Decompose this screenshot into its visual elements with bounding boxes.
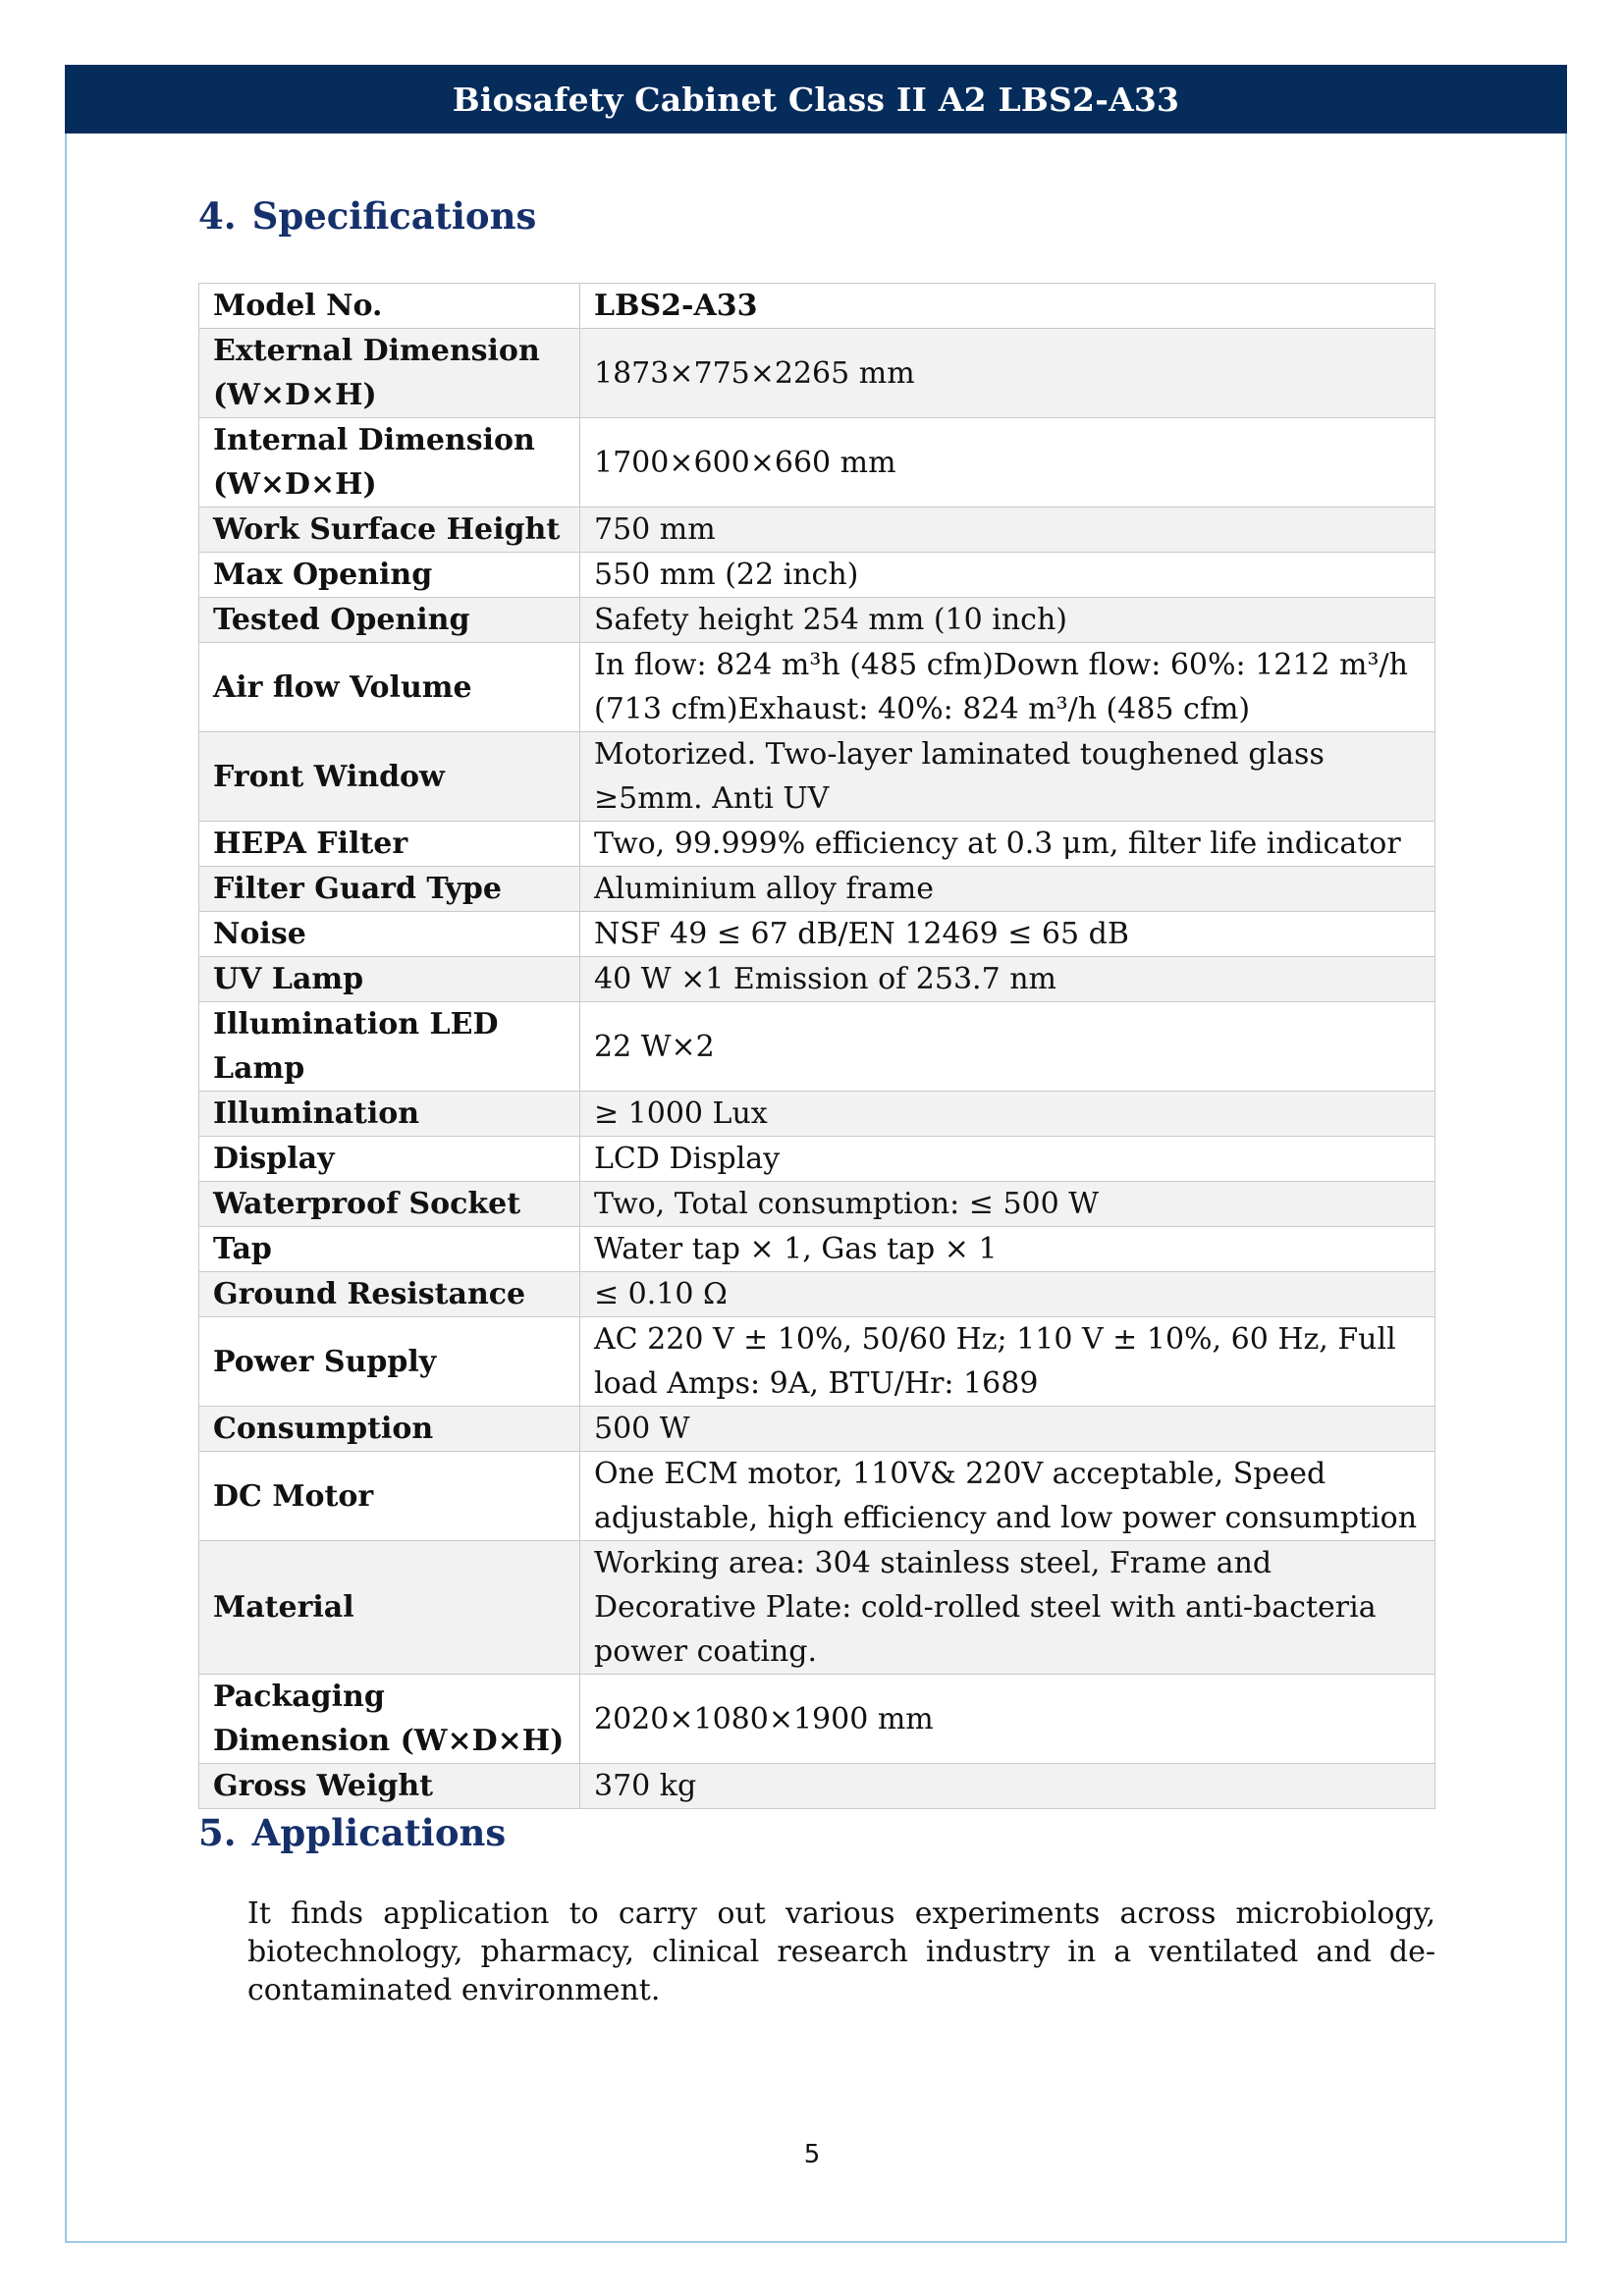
spec-value: One ECM motor, 110V& 220V acceptable, Speed adjustable, high efficiency and low power consumption [580,1452,1435,1541]
specifications-table [198,283,1435,1809]
spec-value: AC 220 V ± 10%, 50/60 Hz; 110 V ± 10%, 60 Hz, Full load Amps: 9A, BTU/Hr: 1689 [580,1317,1435,1407]
table-row [199,1137,1435,1182]
spec-key: Tested Opening [199,598,580,643]
spec-value: 750 mm [580,507,1435,553]
spec-key: Illumination [199,1092,580,1137]
spec-value: Motorized. Two-layer laminated toughened glass ≥5mm. Anti UV [580,732,1435,822]
spec-key: Internal Dimension (W×D×H) [199,418,580,507]
spec-value: 40 W ×1 Emission of 253.7 nm [580,957,1435,1002]
header-title: Biosafety Cabinet Class II A2 LBS2-A33 [452,80,1180,119]
spec-key: Material [199,1541,580,1675]
spec-key: DC Motor [199,1452,580,1541]
spec-value: Two, 99.999% efficiency at 0.3 μm, filter life indicator [580,822,1435,867]
spec-key: Power Supply [199,1317,580,1407]
spec-key: Illumination LED Lamp [199,1002,580,1092]
spec-value: Safety height 254 mm (10 inch) [580,598,1435,643]
spec-value: ≤ 0.10 Ω [580,1272,1435,1317]
spec-value: NSF 49 ≤ 67 dB/EN 12469 ≤ 65 dB [580,912,1435,957]
table-row [199,1092,1435,1137]
table-row [199,553,1435,598]
specifications-heading [198,194,536,238]
spec-key: Display [199,1137,580,1182]
table-row [199,643,1435,732]
spec-value: 500 W [580,1407,1435,1452]
spec-key: Work Surface Height [199,507,580,553]
table-row [199,1272,1435,1317]
spec-key: Air flow Volume [199,643,580,732]
spec-value: LCD Display [580,1137,1435,1182]
table-row [199,1764,1435,1809]
specifications-section-title: Specifications [251,194,537,238]
table-row [199,1452,1435,1541]
spec-key: UV Lamp [199,957,580,1002]
spec-value: Two, Total consumption: ≤ 500 W [580,1182,1435,1227]
page-number: 5 [803,2140,821,2169]
table-row [199,329,1435,418]
table-row [199,418,1435,507]
spec-key: Model No. [199,284,580,329]
spec-value: Working area: 304 stainless steel, Frame and Decorative Plate: cold-rolled steel with anti-bacteria power coating. [580,1541,1435,1675]
spec-key: Ground Resistance [199,1272,580,1317]
applications-section-title: Applications [251,1811,507,1854]
table-row [199,1002,1435,1092]
table-row [199,1317,1435,1407]
spec-key: Tap [199,1227,580,1272]
spec-value: 22 W×2 [580,1002,1435,1092]
spec-key: Packaging Dimension (W×D×H) [199,1675,580,1764]
spec-key: Waterproof Socket [199,1182,580,1227]
table-row [199,1675,1435,1764]
table-row [199,732,1435,822]
document-header [65,65,1567,133]
spec-value: 550 mm (22 inch) [580,553,1435,598]
table-row [199,284,1435,329]
spec-key: Gross Weight [199,1764,580,1809]
spec-value: Water tap × 1, Gas tap × 1 [580,1227,1435,1272]
applications-heading [198,1811,506,1854]
spec-key: Noise [199,912,580,957]
table-row [199,1182,1435,1227]
spec-key: Filter Guard Type [199,867,580,912]
table-row [199,912,1435,957]
spec-value: 1873×775×2265 mm [580,329,1435,418]
table-row [199,1227,1435,1272]
spec-key: External Dimension (W×D×H) [199,329,580,418]
table-row [199,507,1435,553]
spec-key: Max Opening [199,553,580,598]
table-row [199,598,1435,643]
table-row [199,1541,1435,1675]
spec-value: 2020×1080×1900 mm [580,1675,1435,1764]
spec-value: LBS2-A33 [580,284,1435,329]
spec-key: Consumption [199,1407,580,1452]
spec-value: In flow: 824 m³h (485 cfm)Down flow: 60%: 1212 m³/h (713 cfm)Exhaust: 40%: 824 m³/h (485 cfm) [580,643,1435,732]
spec-value: ≥ 1000 Lux [580,1092,1435,1137]
spec-value: 370 kg [580,1764,1435,1809]
spec-value: 1700×600×660 mm [580,418,1435,507]
spec-value: Aluminium alloy frame [580,867,1435,912]
applications-section-number: 5. [198,1811,237,1854]
table-row [199,1407,1435,1452]
applications-paragraph: It finds application to carry out various experiments across microbiology, biotechnology, pharmacy, clinical research industry in a ventilated and de-contaminated environment. [247,1896,1435,2007]
spec-key: HEPA Filter [199,822,580,867]
table-row [199,867,1435,912]
table-row [199,957,1435,1002]
spec-key: Front Window [199,732,580,822]
specifications-section-number: 4. [198,194,237,238]
table-row [199,822,1435,867]
